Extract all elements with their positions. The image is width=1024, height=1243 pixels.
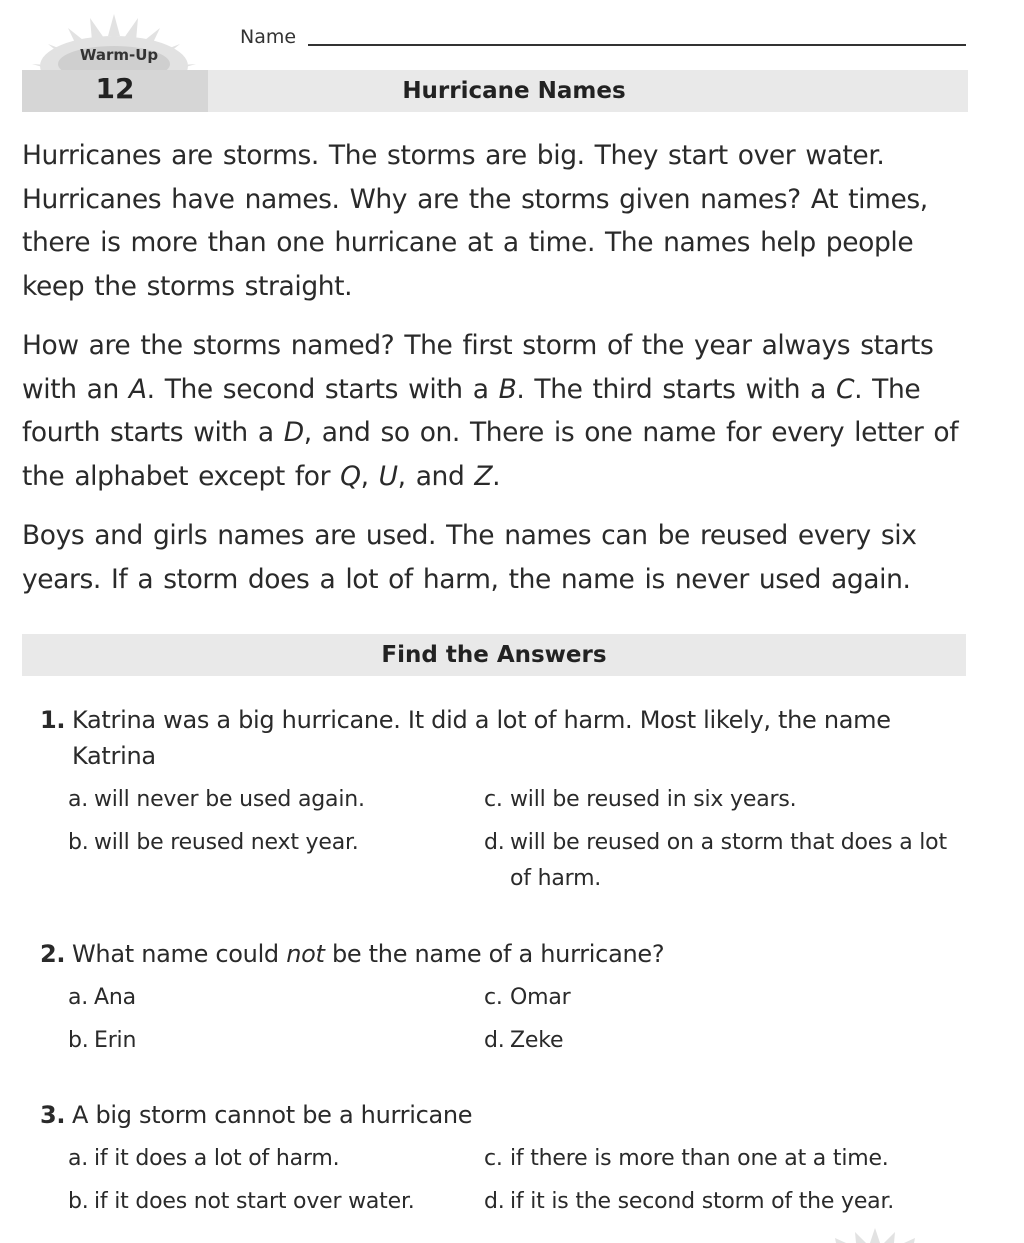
question-2 [40,936,970,1070]
answer-option-d[interactable]: d. Zeke [484,1028,564,1053]
question-stem [40,702,970,774]
answer-option-c[interactable]: c. Omar [484,985,571,1010]
question-3 [40,1097,970,1231]
name-write-line[interactable] [308,44,966,46]
question-text: A big storm cannot be a hurricane [72,1101,473,1129]
passage-paragraph-1: Hurricanes are storms. The storms are big. They start over water. Hurricanes have names. Why are the storms given names? At times, there is more than one hurricane at a time. The names help people keep the storms straight. [22,140,928,302]
warm-up-number: 12 [95,72,135,105]
answer-option-c[interactable]: c. will be reused in six years. [484,787,797,812]
passage-paragraph-2: How are the storms named? The first storm of the year always starts with an A. The second starts with a B. The third starts with a C. The fourth starts with a D, and so on. There is one name for every letter of the alphabet except for Q, U, and Z. [22,330,959,492]
question-number: 2. [40,940,66,968]
answer-option-d[interactable]: d. will be reused on a storm that does a lot of harm. [484,830,947,891]
reading-passage [22,134,982,617]
answer-option-d[interactable]: d. if it is the second storm of the year. [484,1189,895,1214]
answer-option-b[interactable]: b. if it does not start over water. [68,1189,415,1214]
page-title: Hurricane Names [402,78,626,104]
question-number: 3. [40,1101,66,1129]
question-text: Katrina was a big hurricane. It did a lot of harm. Most likely, the name Katrina [72,706,891,770]
question-number: 1. [40,706,66,734]
section-title: Find the Answers [381,642,607,668]
answer-option-b[interactable]: b. Erin [68,1028,137,1053]
worksheet-header [0,0,1024,120]
question-stem [40,1097,970,1133]
answer-option-a[interactable]: a. Ana [68,985,136,1010]
question-1 [40,702,970,902]
answer-option-c[interactable]: c. if there is more than one at a time. [484,1146,889,1171]
warm-up-badge-label: Warm-Up [79,46,159,64]
section-heading-bar [22,634,966,676]
title-bar [22,70,968,112]
answer-option-a[interactable]: a. will never be used again. [68,787,365,812]
question-stem: 2. What name could not be the name of a hurricane? [40,936,970,972]
passage-paragraph-3: Boys and girls names are used. The names can be reused every six years. If a storm does a lot of harm, the name is never used again. [22,520,917,595]
corner-sunburst-icon [820,1228,930,1243]
name-label: Name [240,26,297,48]
answer-option-b[interactable]: b. will be reused next year. [68,830,359,855]
answer-option-a[interactable]: a. if it does a lot of harm. [68,1146,340,1171]
